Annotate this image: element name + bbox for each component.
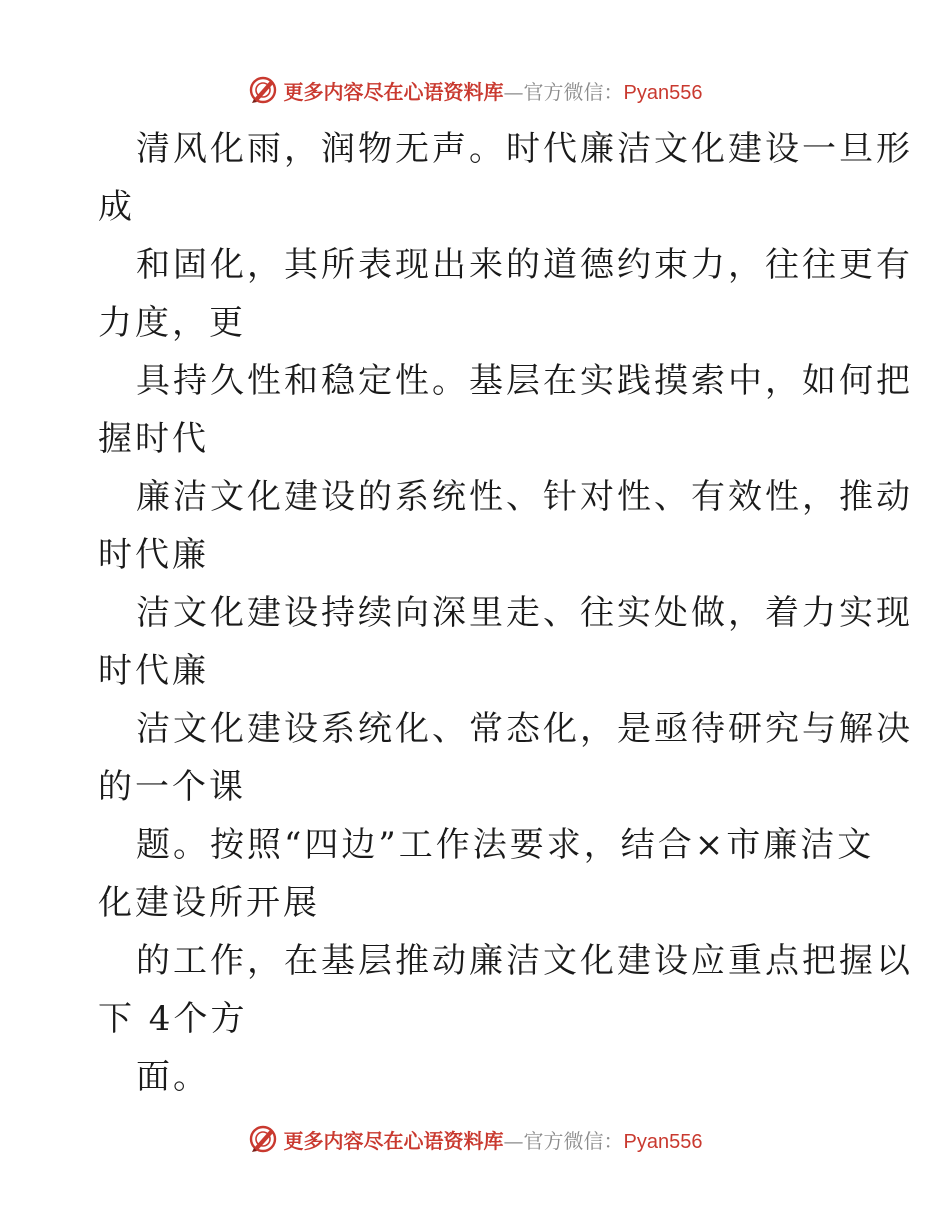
body-line: 握时代 <box>98 419 209 459</box>
body-line: 力度，更 <box>98 303 246 343</box>
body-line: 时代廉 <box>98 535 209 575</box>
header-banner <box>0 70 950 110</box>
body-line: 廉洁文化建设的系统性、针对性、有效性，推动 <box>136 477 913 517</box>
footer-banner <box>0 1119 950 1159</box>
body-line: 面。 <box>136 1057 210 1097</box>
body-line: 和固化，其所表现出来的道德约束力，往往更有 <box>136 245 913 285</box>
body-line: 题。按照“四边”工作法要求，结合×市廉洁文 <box>136 825 875 865</box>
footer-banner-text <box>284 1125 703 1154</box>
body-line: 具持久性和稳定性。基层在实践摸索中，如何把 <box>136 361 913 401</box>
body-line: 清风化雨，润物无声。时代廉洁文化建设一旦形 <box>136 129 913 169</box>
footer-banner-official: 官方微信： <box>523 1128 624 1153</box>
body-line: 成 <box>98 187 135 227</box>
header-banner-main: 更多内容尽在心语资料库 <box>283 79 504 104</box>
body-line: 的一个课 <box>98 767 246 807</box>
header-banner-dash: — <box>503 79 524 104</box>
body-line: 的工作，在基层推动廉洁文化建设应重点把握以 <box>136 941 913 981</box>
pen-logo-icon <box>248 1124 278 1154</box>
body-line: 化建设所开展 <box>98 883 320 923</box>
footer-banner-main: 更多内容尽在心语资料库 <box>283 1128 504 1153</box>
body-line: 时代廉 <box>98 651 209 691</box>
header-banner-text <box>284 76 703 105</box>
body-line: 下 4个方 <box>98 999 248 1039</box>
body-line: 洁文化建设系统化、常态化，是亟待研究与解决 <box>136 709 913 749</box>
header-banner-official: 官方微信： <box>523 79 624 104</box>
header-banner-wechat-id: Pyan556 <box>623 81 703 104</box>
pen-logo-icon <box>248 75 278 105</box>
footer-banner-dash: — <box>503 1128 524 1153</box>
body-line: 洁文化建设持续向深里走、往实处做，着力实现 <box>136 593 913 633</box>
footer-banner-wechat-id: Pyan556 <box>623 1130 703 1153</box>
